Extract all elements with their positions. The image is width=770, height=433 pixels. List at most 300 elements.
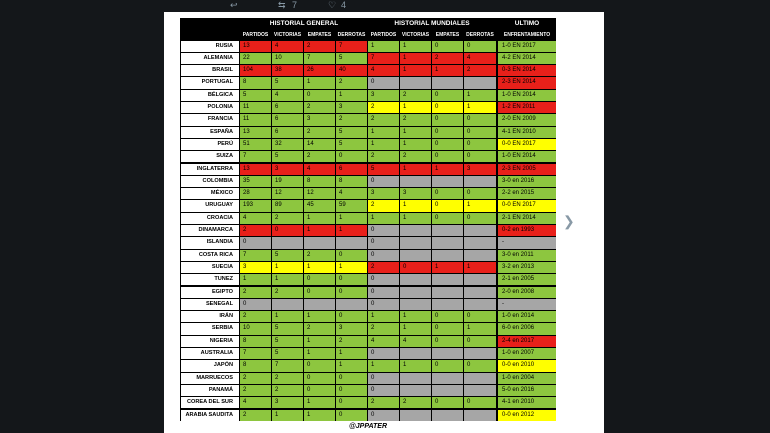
general-stat-cell: 7 [240,151,271,162]
mundiales-stat-cell [400,410,431,421]
last-match-cell: 1-0 EN 2017 [498,41,556,52]
mundiales-stat-cell: 0 [368,237,399,248]
column-header-4: PARTIDOS [370,32,397,38]
country-name: TUNEZ [181,274,239,285]
group-title-mundiales: HISTORIAL MUNDIALES [394,20,470,27]
mundiales-stat-cell: 0 [464,188,496,199]
mundiales-stat-cell [432,348,463,359]
general-stat-cell: 0 [336,373,367,384]
country-name: BÉLGICA [181,90,239,101]
general-stat-cell: 38 [272,65,303,76]
last-match-cell: 4-2 EN 2014 [498,53,556,64]
mundiales-stat-cell: 0 [368,299,399,310]
mundiales-stat-cell: 1 [368,311,399,322]
general-stat-cell: 6 [336,164,367,175]
mundiales-stat-cell: 1 [400,127,431,138]
country-name: SUECIA [181,262,239,273]
table-row [180,114,556,126]
general-stat-cell: 1 [304,213,335,224]
table-row [180,90,556,102]
country-name: ISLANDIA [181,237,239,248]
general-stat-cell: 1 [304,397,335,408]
general-stat-cell: 2 [240,373,271,384]
mundiales-stat-cell [464,274,496,285]
mundiales-stat-cell [464,410,496,421]
column-header-0: PARTIDOS [242,32,269,38]
last-match-cell: 0-0 en 2010 [498,360,556,371]
table-row [180,225,556,237]
table-row [180,176,556,188]
mundiales-stat-cell: 0 [432,397,463,408]
last-match-cell: 5-0 en 2016 [498,385,556,396]
last-match-cell: 3-0 en 2011 [498,250,556,261]
general-stat-cell: 0 [304,373,335,384]
general-stat-cell [304,299,335,310]
general-stat-cell: 4 [240,213,271,224]
column-header-6: EMPATES [435,32,460,38]
retweet-icon[interactable]: ⇆ [278,0,286,10]
general-stat-cell: 2 [240,225,271,236]
general-stat-cell [336,299,367,310]
country-name: IRÁN [181,311,239,322]
general-stat-cell: 1 [304,336,335,347]
general-stat-cell: 2 [304,41,335,52]
mundiales-stat-cell: 0 [432,102,463,113]
mundiales-stat-cell: 1 [400,323,431,334]
general-stat-cell: 3 [272,397,303,408]
mundiales-stat-cell: 2 [368,102,399,113]
mundiales-stat-cell [432,77,463,88]
mundiales-stat-cell [432,274,463,285]
mundiales-stat-cell: 2 [432,53,463,64]
country-name: MARRUECOS [181,373,239,384]
country-name: COSTA RICA [181,250,239,261]
mundiales-stat-cell: 1 [368,360,399,371]
mundiales-stat-cell: 0 [464,213,496,224]
mundiales-stat-cell: 1 [400,53,431,64]
country-name: INGLATERRA [181,164,239,175]
mundiales-stat-cell: 7 [368,53,399,64]
general-stat-cell: 2 [240,385,271,396]
general-stat-cell: 1 [240,274,271,285]
mundiales-stat-cell [432,250,463,261]
mundiales-stat-cell: 0 [432,200,463,211]
country-name: SERBIA [181,323,239,334]
general-stat-cell: 0 [304,360,335,371]
last-match-cell: 2-3 EN 2014 [498,77,556,88]
mundiales-stat-cell: 0 [432,336,463,347]
general-stat-cell [272,299,303,310]
general-stat-cell: 0 [336,397,367,408]
general-stat-cell: 3 [240,262,271,273]
general-stat-cell: 13 [240,127,271,138]
general-stat-cell: 1 [304,348,335,359]
country-name: POLONIA [181,102,239,113]
mundiales-stat-cell: 0 [464,360,496,371]
table-row [180,336,556,348]
general-stat-cell: 1 [304,77,335,88]
table-row [180,323,556,335]
mundiales-stat-cell: 0 [368,176,399,187]
general-stat-cell: 5 [272,348,303,359]
general-stat-cell: 4 [240,397,271,408]
general-stat-cell: 2 [336,77,367,88]
general-stat-cell: 11 [240,114,271,125]
mundiales-stat-cell [432,225,463,236]
last-match-cell: - [498,299,556,310]
mundiales-stat-cell [400,225,431,236]
country-name: FRANCIA [181,114,239,125]
general-stat-cell: 51 [240,139,271,150]
mundiales-stat-cell: 0 [432,41,463,52]
mundiales-stat-cell: 3 [368,90,399,101]
last-match-cell: 2-3 EN 2005 [498,164,556,175]
mundiales-stat-cell: 0 [368,250,399,261]
general-stat-cell: 0 [336,274,367,285]
general-stat-cell: 4 [272,41,303,52]
table-row [180,397,556,409]
column-header-2: EMPATES [307,32,332,38]
country-name: PANAMÁ [181,385,239,396]
mundiales-stat-cell [400,237,431,248]
table-row [180,385,556,397]
general-stat-cell: 8 [240,336,271,347]
general-stat-cell: 13 [240,164,271,175]
last-match-cell: 4-1 en 2010 [498,397,556,408]
retweet-count: 7 [292,0,298,10]
general-stat-cell: 1 [272,262,303,273]
like-count: 4 [341,0,347,10]
country-name: SENEGAL [181,299,239,310]
mundiales-stat-cell [432,287,463,298]
general-stat-cell: 3 [304,114,335,125]
country-name: RUSIA [181,41,239,52]
last-match-cell: 1-2 EN 2011 [498,102,556,113]
mundiales-stat-cell [432,385,463,396]
general-stat-cell: 7 [240,348,271,359]
general-stat-cell: 5 [272,250,303,261]
country-name: JAPÓN [181,360,239,371]
mundiales-stat-cell: 0 [464,336,496,347]
mundiales-stat-cell [464,299,496,310]
like-icon[interactable]: ♡ [328,0,337,10]
general-stat-cell: 1 [272,311,303,322]
general-stat-cell: 0 [336,287,367,298]
general-stat-cell: 22 [240,53,271,64]
mundiales-stat-cell: 0 [368,385,399,396]
general-stat-cell: 4 [272,90,303,101]
mundiales-stat-cell [432,299,463,310]
mundiales-stat-cell: 0 [368,410,399,421]
general-stat-cell: 2 [272,213,303,224]
last-match-cell: 2-0 EN 2009 [498,114,556,125]
general-stat-cell: 193 [240,200,271,211]
general-stat-cell: 35 [240,176,271,187]
general-stat-cell: 3 [272,164,303,175]
table-row [180,410,556,422]
mundiales-stat-cell: 1 [464,262,496,273]
table-row [180,274,556,286]
mundiales-stat-cell: 4 [368,336,399,347]
last-match-cell: 0-0 EN 2017 [498,139,556,150]
general-stat-cell: 6 [272,114,303,125]
mundiales-stat-cell [464,237,496,248]
group-title-general: HISTORIAL GENERAL [269,20,339,27]
table-row [180,287,556,299]
last-match-cell: 0-0 en 2012 [498,410,556,421]
country-name: PERÚ [181,139,239,150]
table-row [180,360,556,372]
general-stat-cell: 4 [304,164,335,175]
mundiales-stat-cell: 0 [432,188,463,199]
table-row [180,311,556,323]
mundiales-stat-cell [432,410,463,421]
last-match-cell: 6-0 en 2006 [498,323,556,334]
mundiales-stat-cell: 0 [464,114,496,125]
mundiales-stat-cell: 0 [368,287,399,298]
mundiales-stat-cell: 0 [464,151,496,162]
mundiales-stat-cell: 0 [432,213,463,224]
mundiales-stat-cell: 2 [368,114,399,125]
table-row [180,139,556,151]
general-stat-cell: 10 [272,53,303,64]
mundiales-stat-cell: 4 [400,336,431,347]
country-name: BRASIL [181,65,239,76]
mundiales-stat-cell [464,225,496,236]
general-stat-cell: 0 [240,299,271,310]
last-match-cell: 1-0 en 2004 [498,373,556,384]
country-name: ESPAÑA [181,127,239,138]
general-stat-cell: 1 [272,410,303,421]
country-name: ARABIA SAUDITA [181,410,239,421]
general-stat-cell: 2 [304,151,335,162]
table-row [180,164,556,176]
general-stat-cell: 1 [336,262,367,273]
general-stat-cell: 5 [336,127,367,138]
general-stat-cell: 5 [240,90,271,101]
last-match-cell: 1-0 EN 2014 [498,151,556,162]
general-stat-cell: 4 [336,188,367,199]
mundiales-stat-cell: 1 [400,360,431,371]
mundiales-stat-cell: 1 [432,65,463,76]
general-stat-cell: 5 [272,77,303,88]
mundiales-stat-cell [400,348,431,359]
table-row [180,53,556,65]
last-match-cell: 1-0 EN 2014 [498,90,556,101]
mundiales-stat-cell: 3 [368,188,399,199]
general-stat-cell: 6 [272,102,303,113]
mundiales-stat-cell: 3 [400,188,431,199]
mundiales-stat-cell: 2 [400,114,431,125]
general-stat-cell: 12 [304,188,335,199]
mundiales-stat-cell: 1 [432,164,463,175]
general-stat-cell: 8 [240,360,271,371]
table-row [180,65,556,77]
mundiales-stat-cell: 0 [464,41,496,52]
mundiales-stat-cell: 1 [464,102,496,113]
general-stat-cell: 5 [272,323,303,334]
country-name: EGIPTO [181,287,239,298]
general-stat-cell: 1 [336,348,367,359]
mundiales-stat-cell: 0 [432,311,463,322]
general-stat-cell: 59 [336,200,367,211]
general-stat-cell: 11 [240,102,271,113]
mundiales-stat-cell: 1 [400,102,431,113]
general-stat-cell: 2 [304,323,335,334]
general-stat-cell [272,237,303,248]
mundiales-stat-cell: 1 [368,127,399,138]
mundiales-stat-cell [400,373,431,384]
general-stat-cell: 12 [272,188,303,199]
mundiales-stat-cell [400,287,431,298]
general-stat-cell: 3 [336,102,367,113]
mundiales-stat-cell: 1 [368,41,399,52]
mundiales-stat-cell [464,385,496,396]
mundiales-stat-cell [400,250,431,261]
mundiales-stat-cell: 0 [400,262,431,273]
reply-icon[interactable]: ↩ [230,0,238,10]
last-match-cell: 2-2 en 2015 [498,188,556,199]
general-stat-cell: 0 [304,90,335,101]
general-stat-cell: 0 [304,287,335,298]
mundiales-stat-cell: 1 [400,200,431,211]
group-title-ultimo: ULTIMO [514,20,540,27]
mundiales-stat-cell: 0 [464,311,496,322]
general-stat-cell: 26 [304,65,335,76]
mundiales-stat-cell: 2 [368,200,399,211]
country-name: COLOMBIA [181,176,239,187]
mundiales-stat-cell: 1 [432,262,463,273]
table-row [180,250,556,262]
general-stat-cell: 1 [304,311,335,322]
mundiales-stat-cell: 2 [368,323,399,334]
country-name: CROACIA [181,213,239,224]
mundiales-stat-cell [464,77,496,88]
tweet-action-bar [0,0,770,12]
mundiales-stat-cell [400,299,431,310]
mundiales-stat-cell: 0 [368,274,399,285]
general-stat-cell: 2 [304,250,335,261]
mundiales-stat-cell: 0 [368,348,399,359]
country-name: NIGERIA [181,336,239,347]
mundiales-stat-cell: 0 [368,225,399,236]
mundiales-stat-cell [432,373,463,384]
general-stat-cell: 1 [336,360,367,371]
country-name: AUSTRALIA [181,348,239,359]
last-match-cell: 4-1 EN 2010 [498,127,556,138]
mundiales-stat-cell: 1 [464,200,496,211]
general-stat-cell: 2 [240,287,271,298]
mundiales-stat-cell: 1 [400,41,431,52]
mundiales-stat-cell: 0 [368,373,399,384]
last-match-cell: - [498,237,556,248]
country-name: SUIZA [181,151,239,162]
general-stat-cell: 2 [336,336,367,347]
general-stat-cell: 40 [336,65,367,76]
general-stat-cell: 0 [336,311,367,322]
general-stat-cell: 2 [304,102,335,113]
table-row [180,237,556,249]
general-stat-cell: 1 [272,274,303,285]
mundiales-stat-cell: 0 [432,90,463,101]
general-stat-cell: 13 [240,41,271,52]
column-header-8: ENFRENTAMIENTO [503,32,551,38]
last-match-cell: 0-2 en 1993 [498,225,556,236]
general-stat-cell: 7 [240,250,271,261]
mundiales-stat-cell: 1 [368,213,399,224]
table-row [180,151,556,163]
general-stat-cell: 45 [304,200,335,211]
general-stat-cell: 0 [272,225,303,236]
last-match-cell: 2-4 en 2017 [498,336,556,347]
mundiales-stat-cell [464,373,496,384]
table-row [180,262,556,274]
country-name: URUGUAY [181,200,239,211]
mundiales-stat-cell: 1 [464,323,496,334]
mundiales-stat-cell: 0 [464,397,496,408]
mundiales-stat-cell: 2 [368,397,399,408]
table-row [180,127,556,139]
general-stat-cell: 32 [272,139,303,150]
table-row [180,188,556,200]
general-stat-cell: 7 [272,360,303,371]
general-stat-cell: 19 [272,176,303,187]
general-stat-cell: 5 [272,336,303,347]
general-stat-cell: 5 [336,139,367,150]
general-stat-cell: 2 [304,127,335,138]
mundiales-stat-cell: 1 [400,65,431,76]
mundiales-stat-cell: 1 [368,139,399,150]
general-stat-cell: 0 [304,274,335,285]
last-match-cell: 1-0 en 2014 [498,311,556,322]
general-stat-cell: 0 [336,385,367,396]
general-stat-cell: 7 [336,41,367,52]
general-stat-cell: 1 [336,225,367,236]
mundiales-stat-cell: 0 [368,77,399,88]
column-header-5: VICTORIAS [401,32,430,38]
table-row [180,102,556,114]
last-match-cell: 0-0 EN 2017 [498,200,556,211]
mundiales-stat-cell: 1 [464,90,496,101]
country-name: PORTUGAL [181,77,239,88]
mundiales-stat-cell [400,77,431,88]
general-stat-cell [336,237,367,248]
general-stat-cell: 1 [336,213,367,224]
mundiales-stat-cell: 2 [368,262,399,273]
general-stat-cell: 7 [304,53,335,64]
mundiales-stat-cell [464,250,496,261]
general-stat-cell: 1 [336,90,367,101]
last-match-cell: 3-0 en 2016 [498,176,556,187]
mundiales-stat-cell [400,274,431,285]
mundiales-stat-cell: 0 [432,151,463,162]
last-match-cell: 1-0 en 2007 [498,348,556,359]
chevron-right-icon[interactable]: ❯ [563,213,575,229]
table-row [180,348,556,360]
general-stat-cell: 3 [336,323,367,334]
table-row [180,213,556,225]
mundiales-stat-cell: 0 [432,360,463,371]
mundiales-stat-cell: 2 [400,90,431,101]
general-stat-cell: 28 [240,188,271,199]
country-name: COREA DEL SUR [181,397,239,408]
general-stat-cell: 2 [272,373,303,384]
mundiales-stat-cell: 0 [432,114,463,125]
general-stat-cell: 2 [240,311,271,322]
mundiales-stat-cell [400,176,431,187]
table-row [180,373,556,385]
general-stat-cell: 2 [272,385,303,396]
